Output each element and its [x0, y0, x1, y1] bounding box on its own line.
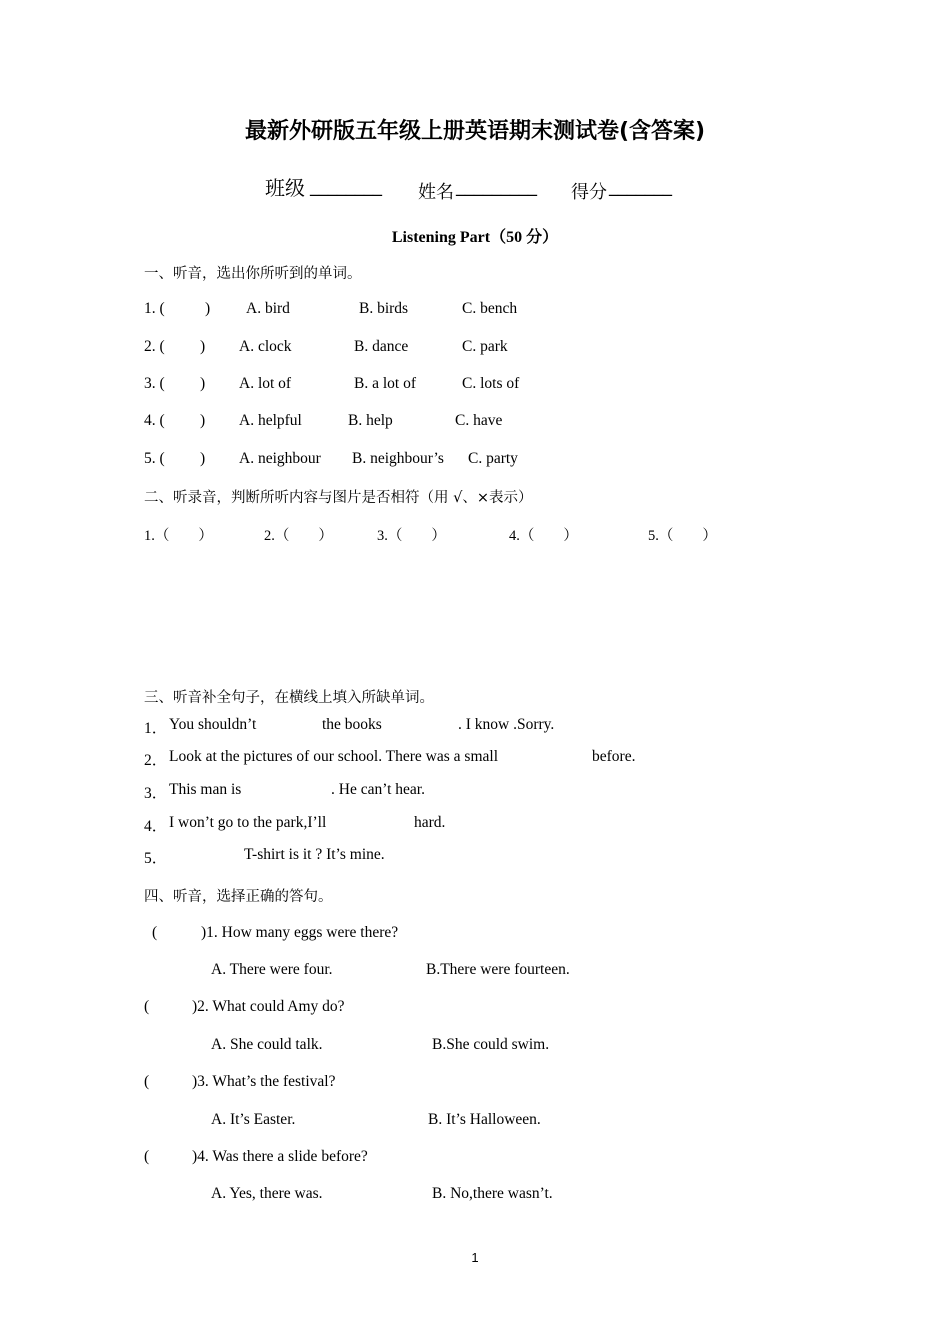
- option-b: B. dance: [354, 338, 409, 355]
- item-close-paren: ): [200, 450, 206, 467]
- option-b: B. birds: [359, 300, 409, 317]
- question-text: )2. What could Amy do?: [192, 998, 345, 1015]
- item-number: 2．: [144, 752, 168, 769]
- item-number: 3．: [144, 785, 168, 802]
- item-close-paren: ): [200, 338, 206, 355]
- question-text: )1. How many eggs were there?: [201, 924, 399, 941]
- option-a: A. helpful: [239, 412, 302, 429]
- sentence-part: T-shirt is it ? It’s mine.: [244, 846, 385, 863]
- sentence-part: This man is: [169, 781, 242, 798]
- section2-item: 5.（ ）: [648, 528, 717, 544]
- sentence-part: the books: [322, 716, 382, 733]
- option-a: A. bird: [246, 300, 290, 317]
- page-title: 最新外研版五年级上册英语期末测试卷(含答案): [244, 119, 706, 144]
- option-b: B. neighbour’s: [352, 450, 444, 467]
- sentence-part: I won’t go to the park,I’ll: [169, 814, 327, 831]
- item-close-paren: ): [205, 300, 211, 317]
- section2-heading: 二、听录音，判断所听内容与图片是否相符（用 √、×表示）: [144, 490, 533, 506]
- option-a: A. neighbour: [239, 450, 321, 467]
- option-b: B.There were fourteen.: [426, 961, 570, 978]
- option-a: A. It’s Easter.: [211, 1111, 296, 1128]
- answer-open-paren: (: [152, 924, 158, 941]
- option-a: A. There were four.: [211, 961, 333, 978]
- sentence-part: Look at the pictures of our school. There was a small: [169, 748, 498, 765]
- name-label: 姓名: [418, 182, 454, 203]
- item-number: 4．: [144, 818, 168, 835]
- section2-item: 1.（ ）: [144, 528, 213, 544]
- sentence-part: You shouldn’t: [169, 716, 257, 733]
- part-title: Listening Part（50 分）: [391, 229, 559, 246]
- section2-item: 2.（ ）: [264, 528, 333, 544]
- item-number: 1. (: [144, 300, 165, 317]
- name-blank: _________: [456, 176, 537, 197]
- score-blank: _______: [609, 176, 672, 197]
- answer-open-paren: (: [144, 998, 150, 1015]
- section2-item: 3.（ ）: [377, 528, 446, 544]
- item-close-paren: ): [200, 412, 206, 429]
- section4-heading: 四、听音，选择正确的答句。: [144, 889, 333, 905]
- sentence-part: before.: [592, 748, 636, 765]
- item-number: 4. (: [144, 412, 165, 429]
- option-b: B. help: [348, 412, 393, 429]
- option-a: A. lot of: [239, 375, 292, 392]
- option-c: C. have: [455, 412, 503, 429]
- option-b: B. No,there wasn’t.: [432, 1185, 553, 1202]
- option-a: A. Yes, there was.: [211, 1185, 323, 1202]
- section3-heading: 三、听音补全句子，在横线上填入所缺单词。: [144, 690, 434, 706]
- option-c: C. lots of: [462, 375, 520, 392]
- question-text: )4. Was there a slide before?: [192, 1148, 368, 1165]
- item-close-paren: ): [200, 375, 206, 392]
- class-label: 班级: [265, 176, 305, 200]
- sentence-part: . I know .Sorry.: [458, 716, 555, 733]
- answer-open-paren: (: [144, 1073, 150, 1090]
- section2-item: 4.（ ）: [509, 528, 578, 544]
- sentence-part: hard.: [414, 814, 446, 831]
- answer-open-paren: (: [144, 1148, 150, 1165]
- sentence-part: . He can’t hear.: [331, 781, 425, 798]
- page-number: 1: [471, 1250, 479, 1265]
- option-a: A. clock: [239, 338, 292, 355]
- option-c: C. park: [462, 338, 508, 355]
- option-b: B. It’s Halloween.: [428, 1111, 541, 1128]
- question-text: )3. What’s the festival?: [192, 1073, 336, 1090]
- item-number: 1．: [144, 720, 168, 737]
- option-b: B. a lot of: [354, 375, 416, 392]
- option-b: B.She could swim.: [432, 1036, 550, 1053]
- option-a: A. She could talk.: [211, 1036, 323, 1053]
- item-number: 5. (: [144, 450, 165, 467]
- section1-heading: 一、听音，选出你所听到的单词。: [144, 266, 362, 282]
- score-label: 得分: [571, 182, 607, 203]
- option-c: C. bench: [462, 300, 518, 317]
- option-c: C. party: [468, 450, 518, 467]
- item-number: 2. (: [144, 338, 165, 355]
- item-number: 3. (: [144, 375, 165, 392]
- class-blank: ________: [310, 176, 382, 197]
- item-number: 5．: [144, 850, 168, 867]
